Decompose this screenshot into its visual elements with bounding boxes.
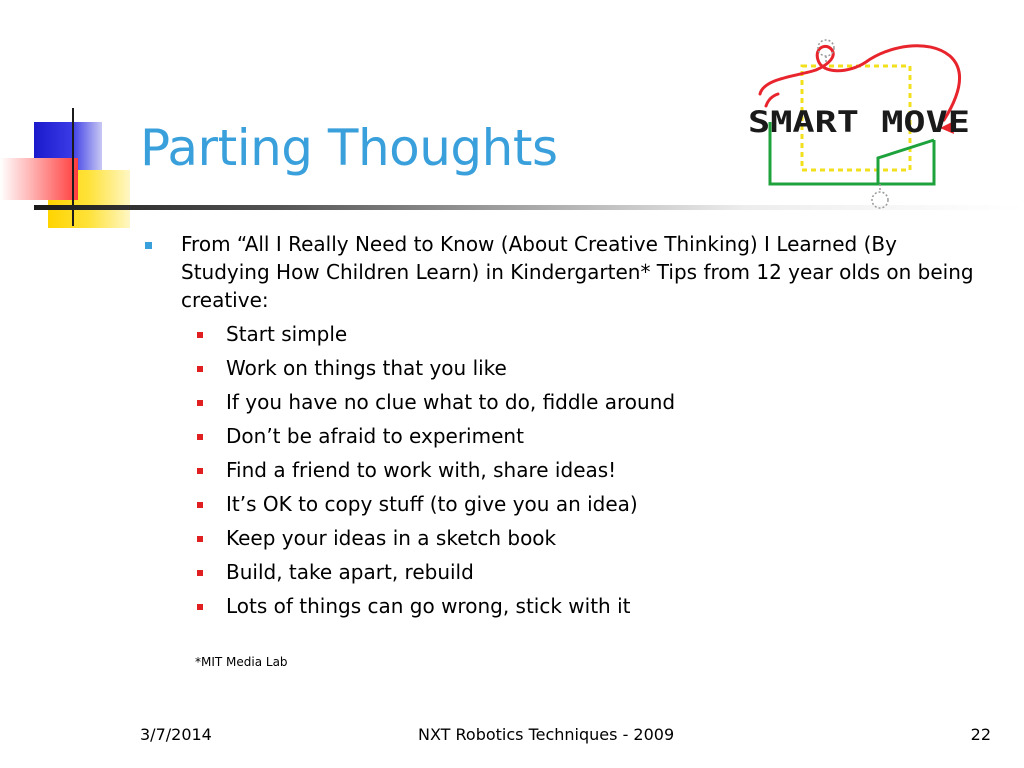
footnote: *MIT Media Lab xyxy=(195,655,288,669)
tip-text: It’s OK to copy stuff (to give you an idea) xyxy=(226,492,638,516)
footer-title: NXT Robotics Techniques - 2009 xyxy=(418,725,675,744)
tip-item xyxy=(194,453,1000,487)
square-bullet-icon xyxy=(197,400,203,406)
tip-item xyxy=(194,385,1000,419)
square-bullet-icon xyxy=(197,570,203,576)
decorative-red-bar xyxy=(0,158,78,200)
tip-text: Build, take apart, rebuild xyxy=(226,560,474,584)
square-bullet-icon xyxy=(197,604,203,610)
footer-date: 3/7/2014 xyxy=(140,725,212,744)
square-bullet-icon xyxy=(197,366,203,372)
tip-item xyxy=(194,419,1000,453)
tip-text: If you have no clue what to do, fiddle around xyxy=(226,390,676,414)
tip-item xyxy=(194,487,1000,521)
square-bullet-icon xyxy=(197,332,203,338)
page-number: 22 xyxy=(970,725,991,744)
tip-text: Keep your ideas in a sketch book xyxy=(226,526,557,550)
main-bullet xyxy=(140,230,981,314)
square-bullet-icon xyxy=(145,242,152,249)
main-bullet-text: From “All I Really Need to Know (About Creative Thinking) I Learned (By Studying How Children Learn) in Kindergarten* Tips from 12 year olds on being creative: xyxy=(181,232,974,312)
tip-text: Don’t be afraid to experiment xyxy=(226,424,524,448)
smart-move-logo xyxy=(738,34,998,214)
title-underline xyxy=(34,205,744,210)
tip-item xyxy=(194,317,1000,351)
tip-item xyxy=(194,589,1000,623)
tip-text: Start simple xyxy=(226,322,348,346)
tips-list xyxy=(194,317,1000,623)
square-bullet-icon xyxy=(197,502,203,508)
tip-text: Work on things that you like xyxy=(226,356,507,380)
tip-text: Lots of things can go wrong, stick with it xyxy=(226,594,631,618)
slide-title: Parting Thoughts xyxy=(140,119,558,177)
tip-text: Find a friend to work with, share ideas! xyxy=(226,458,617,482)
tip-item xyxy=(194,351,1000,385)
logo-text: SMART MOVE xyxy=(748,105,970,139)
square-bullet-icon xyxy=(197,536,203,542)
square-bullet-icon xyxy=(197,434,203,440)
tip-item xyxy=(194,521,1000,555)
tip-item xyxy=(194,555,1000,589)
square-bullet-icon xyxy=(197,468,203,474)
slide-content xyxy=(140,230,1000,623)
